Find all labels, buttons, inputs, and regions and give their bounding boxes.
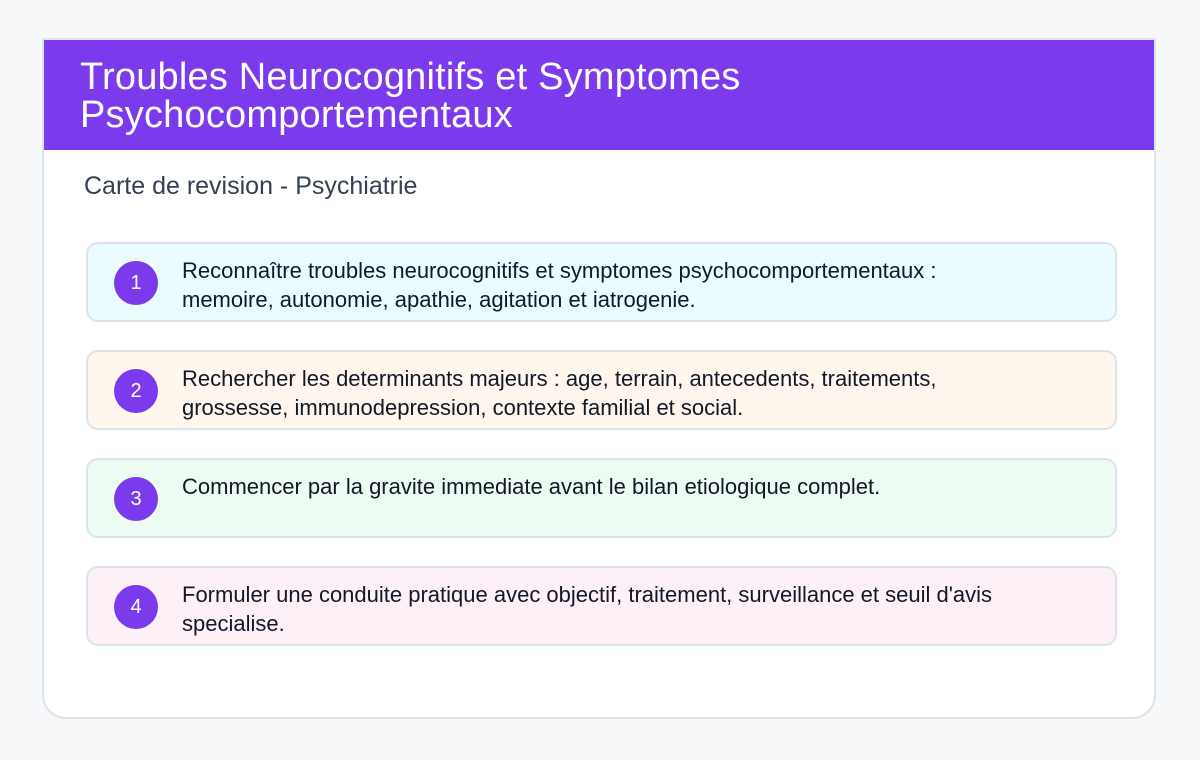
card-title: Troubles Neurocognitifs et Symptomes Psychocomportementaux <box>80 56 741 136</box>
item-number-badge: 4 <box>114 585 158 629</box>
revision-card <box>42 38 1156 719</box>
item-text: Formuler une conduite pratique avec objectif, traitement, surveillance et seuil d'avis specialise. <box>182 582 993 636</box>
item-text: Reconnaître troubles neurocognitifs et symptomes psychocomportementaux : memoire, autonomie, apathie, agitation et iatrogenie. <box>182 258 937 312</box>
card-subtitle: Carte de revision - Psychiatrie <box>84 172 418 200</box>
list-item <box>86 458 1117 538</box>
item-number-badge: 1 <box>114 261 158 305</box>
item-number-badge: 3 <box>114 477 158 521</box>
card-header <box>42 38 1156 150</box>
list-item <box>86 242 1117 322</box>
list-item <box>86 350 1117 430</box>
item-number-badge: 2 <box>114 369 158 413</box>
list-item <box>86 566 1117 646</box>
item-text: Commencer par la gravite immediate avant le bilan etiologique complet. <box>182 474 881 499</box>
item-text: Rechercher les determinants majeurs : age, terrain, antecedents, traitements, grossesse, immunodepression, contexte familial et social. <box>182 366 937 420</box>
